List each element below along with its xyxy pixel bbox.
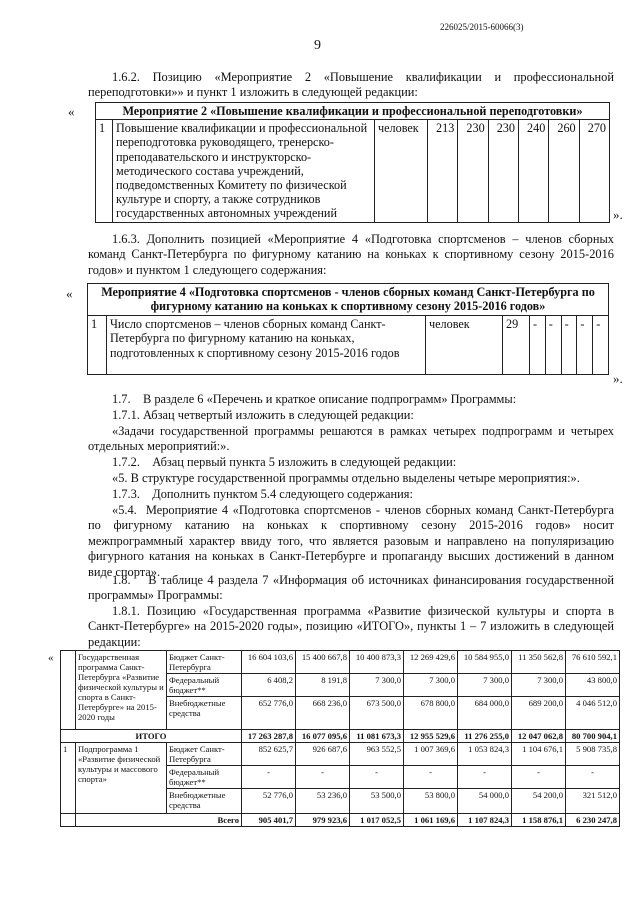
table2-value: - [561, 315, 577, 374]
value-cell: - [350, 766, 404, 789]
value-cell: 11 350 562,8 [512, 651, 566, 674]
value-cell: 1 158 876,1 [512, 814, 566, 827]
source-federal: Федеральный бюджет** [167, 674, 242, 697]
table1-value: 260 [549, 120, 579, 222]
paragraph-1-6-3: 1.6.3. Дополнить позицией «Мероприятие 4 «Подготовка спортсменов – членов сборных команд Санкт-Петербурга по фигурному катанию на коньках к спортивному сезону 2015-2016 годов» и пунктом 1 следующего содержания: [88, 232, 614, 277]
table2-row-num: 1 [88, 315, 107, 374]
table1-desc: Повышение квалификации и профессиональной переподготовка руководящего, тренерско-преподавательского и инструкторско-методического состава учреждений, подведомственных Комитету по физической культуре и спорту, а также сотрудников государственных автономных учреждений [113, 120, 375, 222]
table2-desc: Число спортсменов – членов сборных команд Санкт-Петербурга по фигурному катанию на коньках, подготовленных к спортивному сезону 2015-2016 годов [107, 315, 426, 374]
value-cell: 54 000,0 [458, 789, 512, 814]
value-cell: 17 263 287,8 [242, 730, 296, 743]
value-cell: 12 269 429,6 [404, 651, 458, 674]
table2-value: 29 [503, 315, 530, 374]
paragraph-quote-1: «Задачи государственной программы решаются в рамках четырех подпрограмм и четырех отдельных мероприятий:». [88, 424, 614, 454]
value-cell: 7 300,0 [512, 674, 566, 697]
subprogram-num: 1 [61, 743, 76, 814]
source-federal: Федеральный бюджет** [167, 766, 242, 789]
paragraph-quote-2: «5. В структуре государственной программы отдельно выделены четыре мероприятия:». [112, 471, 580, 485]
paragraph-1-6-2: 1.6.2. Позицию «Мероприятие 2 «Повышение квалификации и профессиональной переподготовки»» и пункт 1 изложить в следующей редакции: [88, 70, 614, 100]
value-cell: 52 776,0 [242, 789, 296, 814]
paragraph-5-4: «5.4. Мероприятие 4 «Подготовка спортсменов - членов сборных команд Санкт-Петербурга по фигурному катанию на коньках к спортивному сезону 2015-2016 годов» носит межпрограммный характер ввиду того, что является разовым и направлено на популяризацию фигурного катания на коньках в Санкт-Петербурге и пропаганду высших достижений в данном виде спорта». [88, 503, 614, 579]
value-cell: 11 081 673,3 [350, 730, 404, 743]
value-cell: 53 800,0 [404, 789, 458, 814]
page-number: 9 [314, 38, 321, 53]
table1-value: 213 [428, 120, 458, 222]
table2-value: - [530, 315, 546, 374]
value-cell: - [242, 766, 296, 789]
value-cell: 684 000,0 [458, 697, 512, 730]
value-cell: 16 077 095,6 [296, 730, 350, 743]
itogo-label: ИТОГО [61, 730, 242, 743]
table1-value: 240 [518, 120, 548, 222]
gp-name: Государственная программа Санкт-Петербурга «Развитие физической культуры и спорта в Санкт-Петербурге» на 2015-2020 годы [76, 651, 167, 730]
value-cell: 1 061 169,6 [404, 814, 458, 827]
value-cell: 678 800,0 [404, 697, 458, 730]
value-cell: 7 300,0 [350, 674, 404, 697]
value-cell: 979 923,6 [296, 814, 350, 827]
table2-header: Мероприятие 4 «Подготовка спортсменов - членов сборных команд Санкт-Петербурга по фигурному катанию на коньках к спортивному сезону 2015-2016 годов» [88, 284, 609, 316]
value-cell: 54 200,0 [512, 789, 566, 814]
value-cell: 1 107 824,3 [458, 814, 512, 827]
paragraph-1-7-1: 1.7.1. Абзац четвертый изложить в следующей редакции: [112, 408, 414, 422]
value-cell: 80 700 904,1 [566, 730, 620, 743]
paragraph-1-7-3: 1.7.3. Дополнить пунктом 5.4 следующего содержания: [112, 487, 413, 501]
source-extra: Внебюджетные средства [167, 789, 242, 814]
value-cell: 926 687,6 [296, 743, 350, 766]
value-cell: 8 191,8 [296, 674, 350, 697]
value-cell: 16 604 103,6 [242, 651, 296, 674]
table1-row-num: 1 [96, 120, 113, 222]
table1-value: 270 [579, 120, 609, 222]
value-cell: 1 104 676,1 [512, 743, 566, 766]
value-cell: 76 610 592,1 [566, 651, 620, 674]
value-cell: 12 047 062,8 [512, 730, 566, 743]
paragraph-1-8-1: 1.8.1. Позицию «Государственная программа «Развитие физической культуры и спорта в Санкт-Петербурге» на 2015-2020 годы», позицию «ИТОГО», пункты 1 – 7 изложить в следующей редакции: [88, 604, 614, 649]
value-cell: - [458, 766, 512, 789]
table2-unit: человек [426, 315, 503, 374]
document-number: 226025/2015-60066(3) [440, 22, 524, 32]
value-cell: 852 625,7 [242, 743, 296, 766]
value-cell: - [512, 766, 566, 789]
value-cell: 673 500,0 [350, 697, 404, 730]
value-cell: 43 800,0 [566, 674, 620, 697]
value-cell: - [296, 766, 350, 789]
value-cell: 12 955 529,6 [404, 730, 458, 743]
value-cell: 1 053 824,3 [458, 743, 512, 766]
table1-unit: человек [375, 120, 428, 222]
value-cell: 53 236,0 [296, 789, 350, 814]
value-cell: 652 776,0 [242, 697, 296, 730]
total-label: Всего [76, 814, 242, 827]
paragraph-1-8: 1.8. В таблице 4 раздела 7 «Информация об источниках финансирования государственной программы» Программы: [88, 573, 614, 603]
table-event-4 [87, 283, 609, 375]
value-cell: 53 500,0 [350, 789, 404, 814]
source-budget: Бюджет Санкт-Петербурга [167, 743, 242, 766]
table-financing [60, 650, 620, 827]
value-cell: 6 230 247,8 [566, 814, 620, 827]
open-quote-3: « [48, 652, 54, 664]
value-cell: 321 512,0 [566, 789, 620, 814]
table-event-2 [95, 102, 610, 223]
close-quote-1: ». [613, 207, 623, 222]
paragraph-1-7: 1.7. В разделе 6 «Перечень и краткое описание подпрограмм» Программы: [112, 392, 517, 406]
value-cell: 5 908 735,8 [566, 743, 620, 766]
value-cell: 15 400 667,8 [296, 651, 350, 674]
value-cell: 10 400 873,3 [350, 651, 404, 674]
paragraph-1-7-2: 1.7.2. Абзац первый пункта 5 изложить в следующей редакции: [112, 455, 457, 469]
value-cell: 1 007 369,6 [404, 743, 458, 766]
table1-value: 230 [488, 120, 518, 222]
value-cell: 7 300,0 [458, 674, 512, 697]
source-extra: Внебюджетные средства [167, 697, 242, 730]
value-cell: - [566, 766, 620, 789]
value-cell: 4 046 512,0 [566, 697, 620, 730]
value-cell: 10 584 955,0 [458, 651, 512, 674]
table1-header: Мероприятие 2 «Повышение квалификации и профессиональной переподготовки» [96, 103, 610, 120]
value-cell: 1 017 052,5 [350, 814, 404, 827]
source-budget: Бюджет Санкт-Петербурга [167, 651, 242, 674]
table2-value: - [577, 315, 593, 374]
value-cell: 689 200,0 [512, 697, 566, 730]
value-cell: 7 300,0 [404, 674, 458, 697]
value-cell: - [404, 766, 458, 789]
subprogram-name: Подпрограмма 1 «Развитие физической культуры и массового спорта» [76, 743, 167, 814]
table1-value: 230 [458, 120, 488, 222]
open-quote-1: « [68, 104, 75, 119]
open-quote-2: « [66, 286, 73, 301]
table2-value: - [593, 315, 609, 374]
value-cell: 6 408,2 [242, 674, 296, 697]
value-cell: 11 276 255,0 [458, 730, 512, 743]
close-quote-2: ». [613, 371, 623, 386]
value-cell: 668 236,0 [296, 697, 350, 730]
table2-value: - [545, 315, 561, 374]
value-cell: 963 552,5 [350, 743, 404, 766]
value-cell: 905 401,7 [242, 814, 296, 827]
